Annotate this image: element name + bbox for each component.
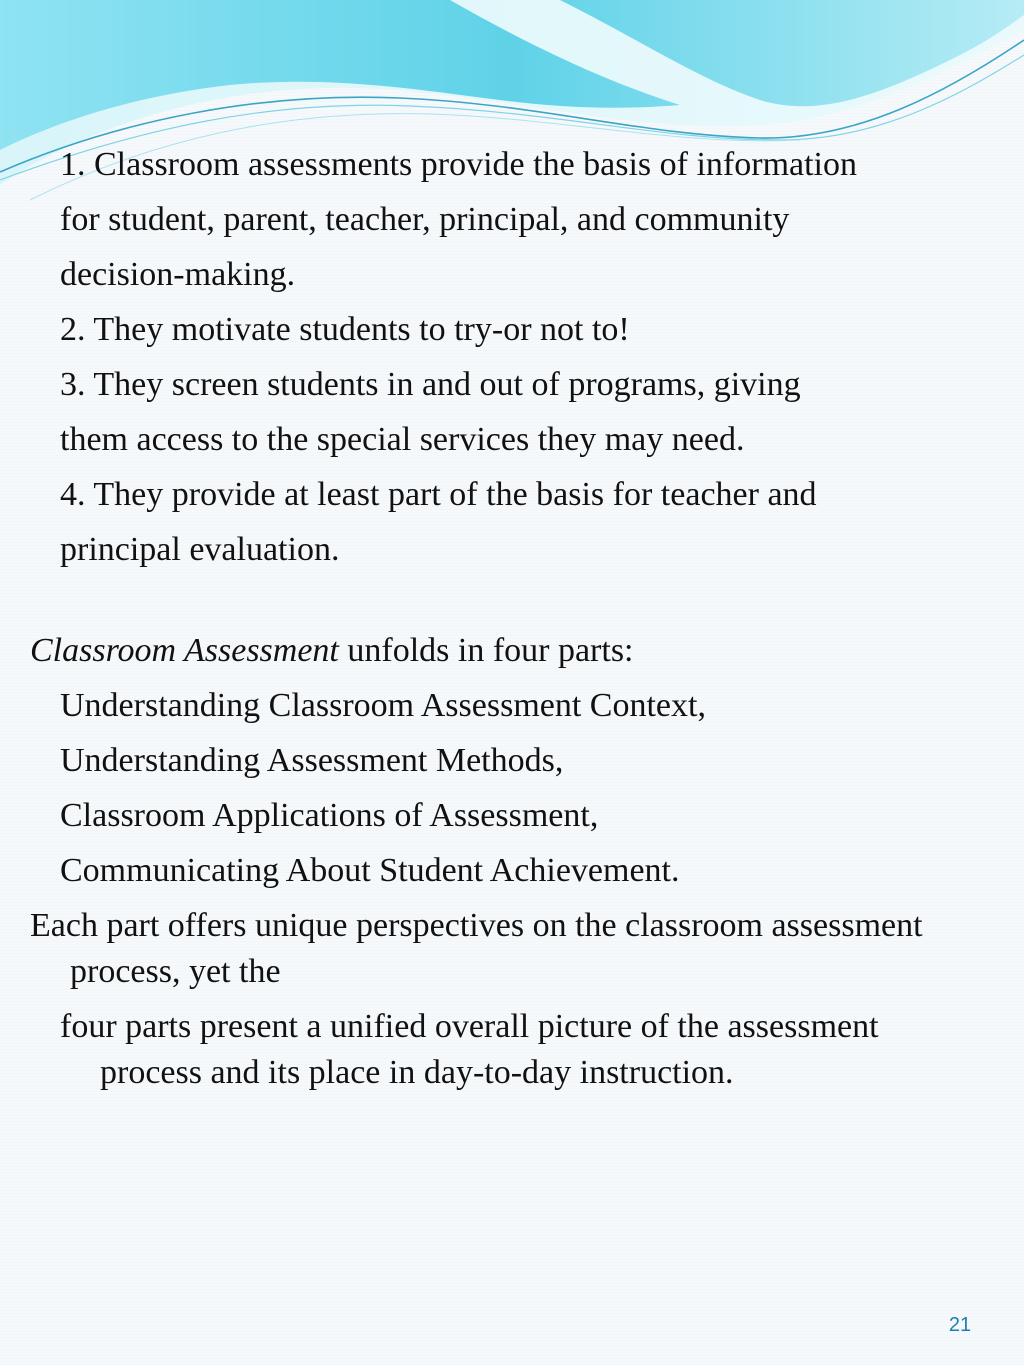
- body-line-5: 3. They screen students in and out of programs, giving: [60, 366, 801, 403]
- intro-line: [30, 628, 960, 674]
- intro-rest: unfolds in four parts:: [338, 632, 634, 669]
- part-item-3: Classroom Applications of Assessment,: [60, 797, 599, 834]
- slide-body: [30, 142, 960, 1105]
- body-line-7: 4. They provide at least part of the basis for teacher and: [60, 476, 817, 513]
- page-number: 21: [948, 1314, 972, 1336]
- body-line-8: principal evaluation.: [60, 531, 340, 568]
- body-line-2: for student, parent, teacher, principal, and community: [60, 201, 790, 238]
- body-line-6: them access to the special services they may need.: [60, 421, 745, 458]
- body-line-1: 1. Classroom assessments provide the basis of information: [60, 146, 858, 183]
- body-line-3: decision-making.: [60, 256, 296, 293]
- paragraph-spacer: [60, 582, 960, 628]
- part-item-1: Understanding Classroom Assessment Context,: [60, 687, 706, 724]
- closing-line-1: Each part offers unique perspectives on the classroom assessment process, yet the: [30, 907, 923, 990]
- closing-line-2: four parts present a unified overall picture of the assessment process and its place in day-to-day instruction.: [60, 1008, 879, 1091]
- part-item-4: Communicating About Student Achievement.: [60, 852, 680, 889]
- part-item-2: Understanding Assessment Methods,: [60, 742, 564, 779]
- intro-italic-title: Classroom Assessment: [30, 632, 339, 669]
- body-line-4: 2. They motivate students to try-or not to!: [60, 311, 630, 348]
